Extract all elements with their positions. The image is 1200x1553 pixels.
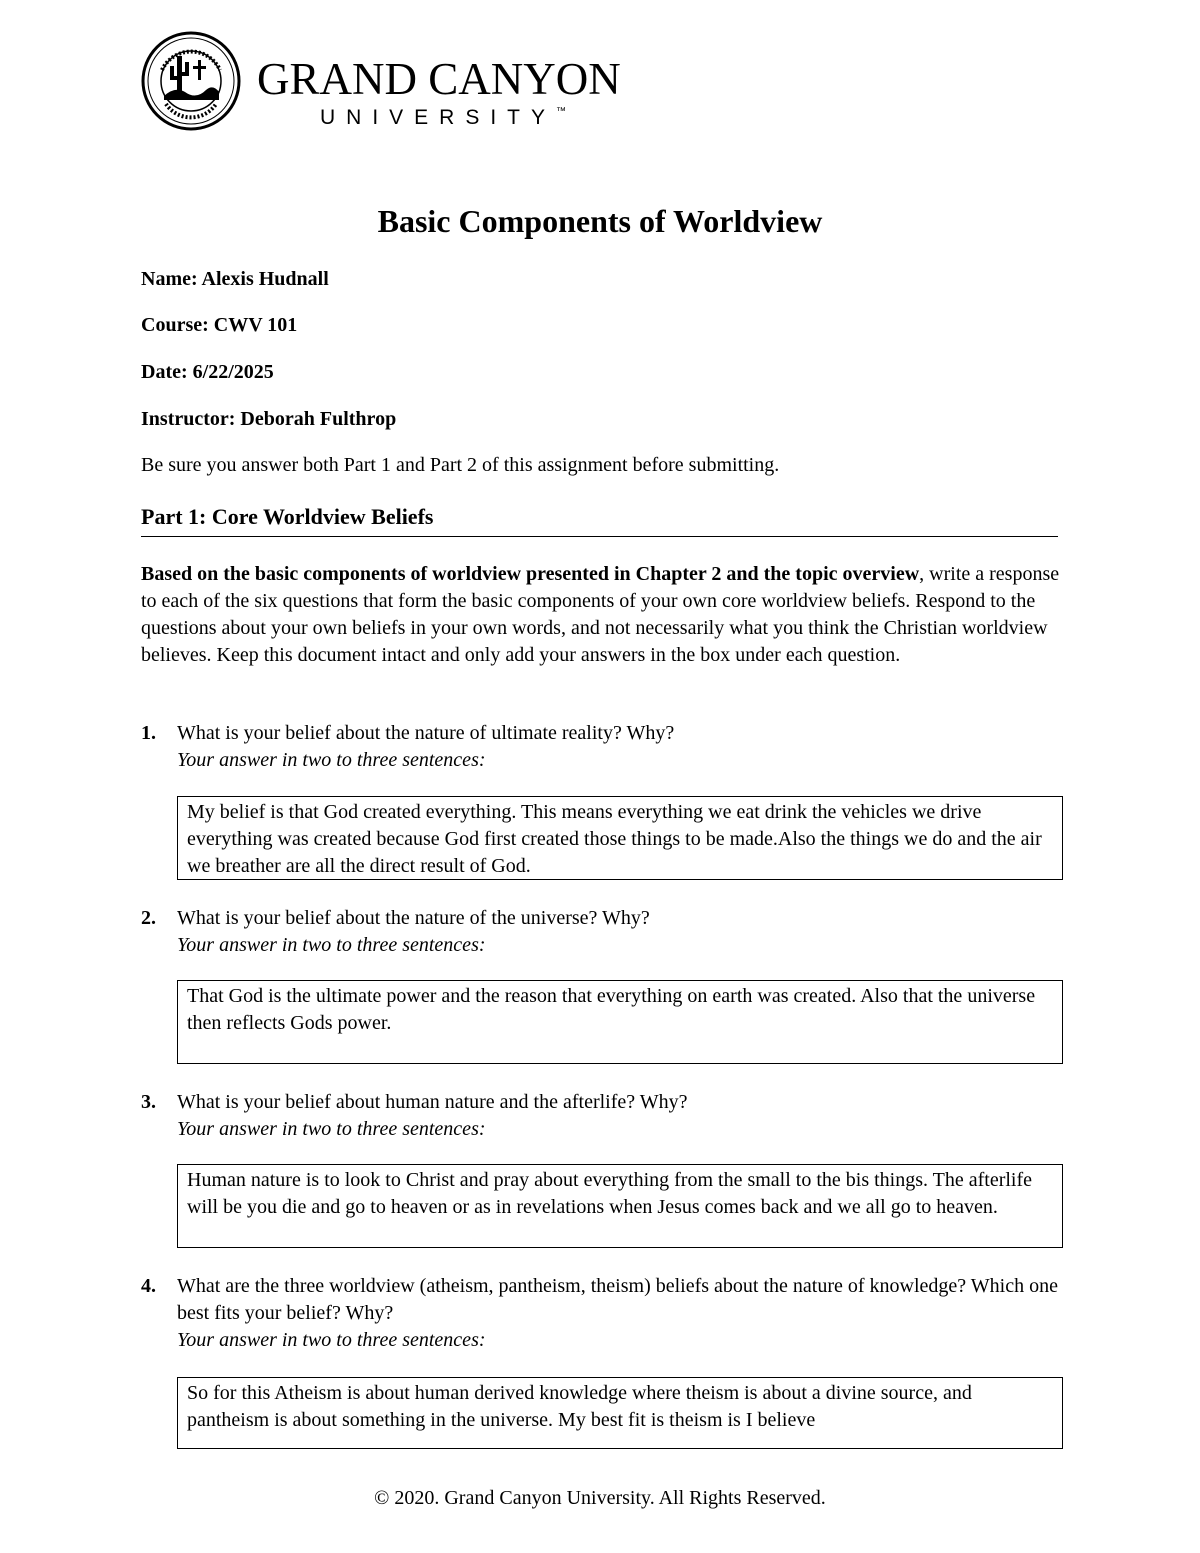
question-1 xyxy=(141,720,1061,774)
question-3 xyxy=(141,1089,1061,1143)
question-number: 3. xyxy=(141,1091,156,1113)
university-logo xyxy=(140,30,620,132)
submission-instruction: Be sure you answer both Part 1 and Part 2 of this assignment before submitting. xyxy=(141,454,780,476)
submission-date: Date: 6/22/2025 xyxy=(141,361,274,383)
answer-hint: Your answer in two to three sentences: xyxy=(177,749,486,771)
question-number: 2. xyxy=(141,907,156,929)
answer-hint: Your answer in two to three sentences: xyxy=(177,1118,486,1140)
intro-text: , write a response to each of the six questions that form the basic components of your own core worldview beliefs. Respond to the questions about your own beliefs in your own words, and not necessarily what you think the Christian worldview believes. Keep this document intact and only add your answers in the box under each question. xyxy=(141,563,1060,666)
answer-hint: Your answer in two to three sentences: xyxy=(177,934,486,956)
answer-hint: Your answer in two to three sentences: xyxy=(177,1329,486,1351)
question-text: What is your belief about the nature of the universe? Why? xyxy=(177,907,650,929)
course-code: Course: CWV 101 xyxy=(141,314,298,336)
part1-heading: Part 1: Core Worldview Beliefs xyxy=(141,504,1058,537)
university-seal-icon xyxy=(140,30,242,132)
answer-box-2[interactable]: That God is the ultimate power and the reason that everything on earth was created. Also that the universe then reflects Gods power. xyxy=(177,980,1063,1064)
answer-box-1[interactable]: My belief is that God created everything. This means everything we eat drink the vehicles we drive everything was created because God first created those things to be made.Also the things we do and the air we breather are all the direct result of God. xyxy=(177,796,1063,880)
question-4 xyxy=(141,1273,1061,1354)
copyright-footer: © 2020. Grand Canyon University. All Rights Reserved. xyxy=(374,1487,826,1509)
instructor-name: Instructor: Deborah Fulthrop xyxy=(141,408,397,430)
part1-intro xyxy=(141,561,1061,669)
answer-box-3[interactable]: Human nature is to look to Christ and pray about everything from the small to the bis things. The afterlife will be you die and go to heaven or as in revelations when Jesus comes back and we all go to heaven. xyxy=(177,1164,1063,1248)
question-number: 4. xyxy=(141,1275,156,1297)
question-2 xyxy=(141,905,1061,959)
question-text: What is your belief about human nature and the afterlife? Why? xyxy=(177,1091,688,1113)
answer-box-4[interactable]: So for this Atheism is about human derived knowledge where theism is about a divine source, and pantheism is about something in the universe. My best fit is theism is I believe xyxy=(177,1377,1063,1449)
logo-wordmark-bottom: UNIVERSITY™ xyxy=(320,106,567,129)
question-number: 1. xyxy=(141,722,156,744)
question-text: What are the three worldview (atheism, pantheism, theism) beliefs about the nature of knowledge? Which one best fits your belief? Why? xyxy=(177,1275,1058,1324)
logo-wordmark-top: GRAND CANYON xyxy=(257,54,621,104)
intro-bold-text: Based on the basic components of worldview presented in Chapter 2 and the topic overview xyxy=(141,563,920,585)
question-text: What is your belief about the nature of ultimate reality? Why? xyxy=(177,722,675,744)
page-title: Basic Components of Worldview xyxy=(377,203,823,239)
student-name: Name: Alexis Hudnall xyxy=(141,268,329,290)
